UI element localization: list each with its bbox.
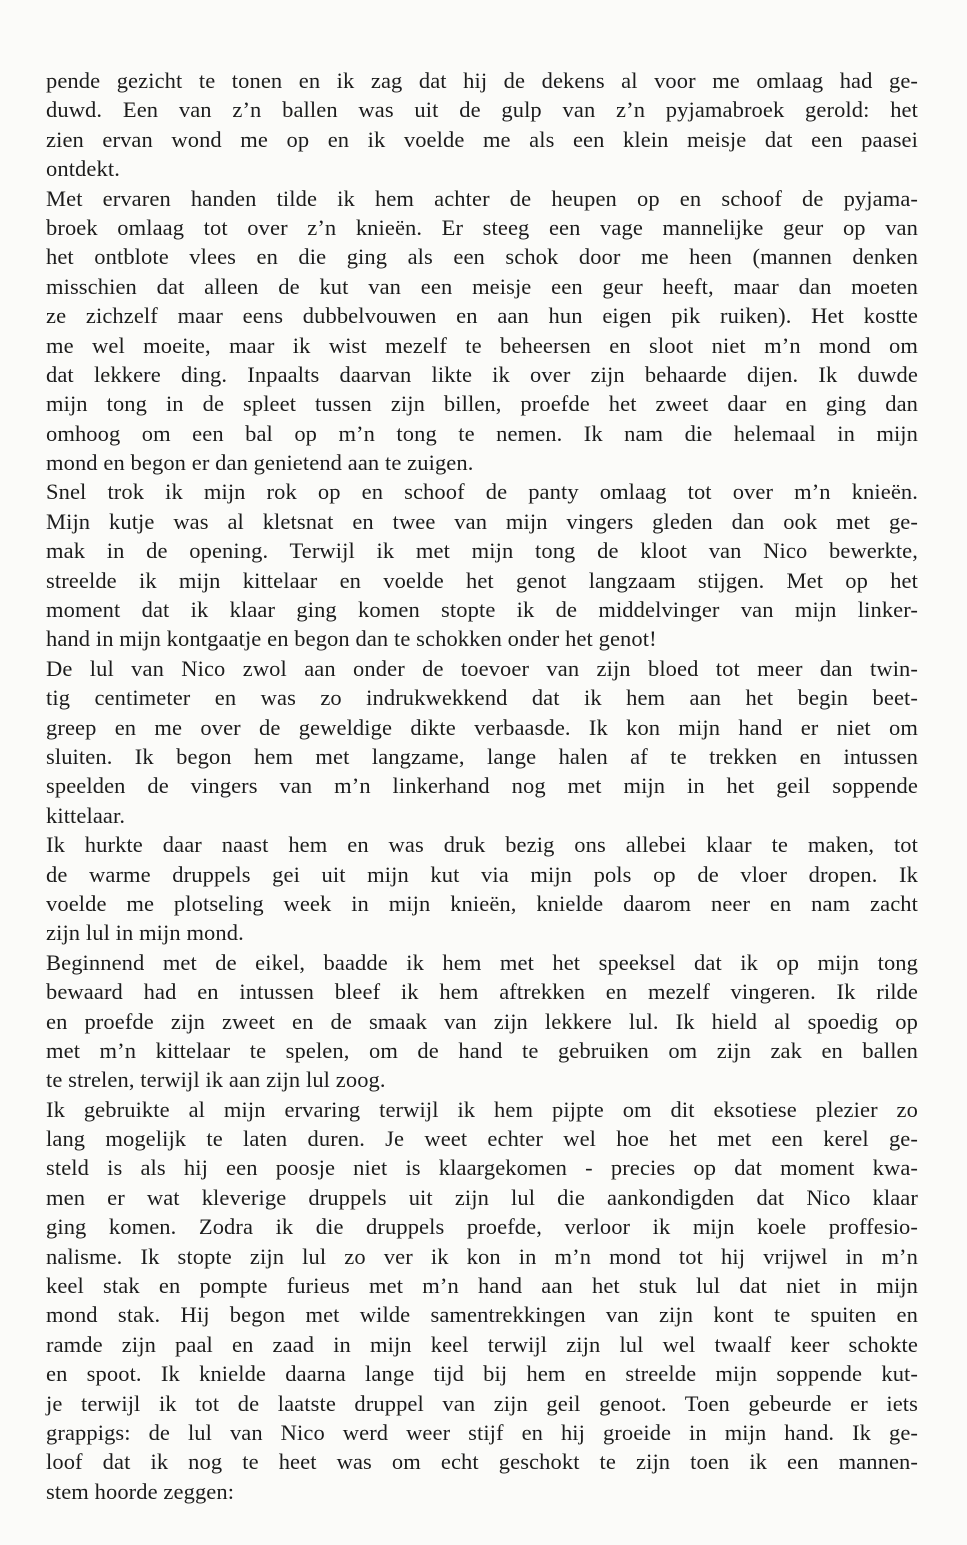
text-line: loof dat ik nog te heet was om echt geschokt te zijn toen ik een mannen- [46,1449,918,1475]
paragraph [46,654,918,830]
paragraph [46,184,918,478]
text-line: ze zichzelf maar eens dubbelvouwen en aan hun eigen pik ruiken). Het kostte [46,303,918,329]
text-line: omhoog om een bal op m’n tong te nemen. Ik nam die helemaal in mijn [46,420,918,446]
text-line: keel stak en pompte furieus met m’n hand aan het stuk lul dat niet in mijn [46,1273,918,1299]
text-line: zien ervan wond me op en ik voelde me als een klein meisje dat een paasei [46,126,918,152]
text-line: kittelaar. [46,802,126,828]
text-line: hand in mijn kontgaatje en begon dan te schokken onder het genot! [46,626,657,652]
text-line: stem hoorde zeggen: [46,1478,235,1504]
text-line: pende gezicht te tonen en ik zag dat hij de dekens al voor me omlaag had ge- [46,68,918,93]
text-line: greep en me over de geweldige dikte verbaasde. Ik kon mijn hand er niet om [46,714,918,740]
text-line: streelde ik mijn kittelaar en voelde het genot langzaam stijgen. Met op het [46,567,918,593]
text-line: met m’n kittelaar te spelen, om de hand te gebruiken om zijn zak en ballen [46,1037,918,1063]
text-line: ontdekt. [46,156,120,182]
text-line: nalisme. Ik stopte zijn lul zo ver ik kon in m’n mond tot hij vrijwel in m’n [46,1243,918,1269]
text-line: en spoot. Ik knielde daarna lange tijd bij hem en streelde mijn soppende kut- [46,1361,918,1387]
text-line: moment dat ik klaar ging komen stopte ik de middelvinger van mijn linker- [46,597,918,623]
text-line: zijn lul in mijn mond. [46,920,244,946]
text-line: ramde zijn paal en zaad in mijn keel terwijl zijn lul wel twaalf keer schokte [46,1331,918,1357]
text-line: mond stak. Hij begon met wilde samentrekkingen van zijn kont te spuiten en [46,1302,918,1328]
text-line: je terwijl ik tot de laatste druppel van zijn geil genoot. Toen gebeurde er iets [46,1390,918,1416]
document-page-text [46,66,918,1506]
text-line: sluiten. Ik begon hem met langzame, lange halen af te trekken en intussen [46,743,918,769]
text-line: Beginnend met de eikel, baadde ik hem met het speeksel dat ik op mijn tong [46,949,918,975]
paragraph [46,477,918,653]
text-line: Mijn kutje was al kletsnat en twee van mijn vingers gleden dan ook met ge- [46,508,918,534]
text-line: ging komen. Zodra ik die druppels proefde, verloor ik mijn koele proffesio- [46,1214,918,1240]
text-line: Ik gebruikte al mijn ervaring terwijl ik hem pijpte om dit eksotiese plezier zo [46,1096,918,1122]
text-line: Ik hurkte daar naast hem en was druk bezig ons allebei klaar te maken, tot [46,832,918,858]
text-line: tig centimeter en was zo indrukwekkend dat ik hem aan het begin beet- [46,685,918,711]
text-line: misschien dat alleen de kut van een meisje een geur heeft, maar dan moeten [46,273,918,299]
text-line: grappigs: de lul van Nico werd weer stijf en hij groeide in mijn hand. Ik ge- [46,1419,918,1445]
text-line: voelde me plotseling week in mijn knieën, knielde daarom neer en nam zacht [46,890,918,916]
text-line: me wel moeite, maar ik wist mezelf te beheersen en sloot niet m’n mond om [46,332,918,358]
text-line: men er wat kleverige druppels uit zijn lul die aankondigden dat Nico klaar [46,1184,918,1210]
text-line: mond en begon er dan genietend aan te zuigen. [46,450,474,476]
text-line: mak in de opening. Terwijl ik met mijn tong de kloot van Nico bewerkte, [46,538,918,564]
text-line: De lul van Nico zwol aan onder de toevoer van zijn bloed tot meer dan twin- [46,655,918,681]
text-line: steld is als hij een poosje niet is klaargekomen - precies op dat moment kwa- [46,1155,918,1181]
text-line: lang mogelijk te laten duren. Je weet echter wel hoe het met een kerel ge- [46,1126,918,1152]
paragraph [46,66,918,184]
text-line: bewaard had en intussen bleef ik hem aftrekken en mezelf vingeren. Ik rilde [46,979,918,1005]
text-line: dat lekkere ding. Inpaalts daarvan likte ik over zijn behaarde dijen. Ik duwde [46,361,918,387]
text-line: Met ervaren handen tilde ik hem achter de heupen op en schoof de pyjama- [46,185,918,211]
text-line: het ontblote vlees en die ging als een schok door me heen (mannen denken [46,244,918,270]
text-line: de warme druppels gei uit mijn kut via mijn pols op de vloer dropen. Ik [46,861,918,887]
paragraph [46,948,918,1095]
paragraph [46,830,918,948]
text-line: broek omlaag tot over z’n knieën. Er steeg een vage mannelijke geur op van [46,214,918,240]
text-line: te strelen, terwijl ik aan zijn lul zoog. [46,1067,386,1093]
text-line: en proefde zijn zweet en de smaak van zijn lekkere lul. Ik hield al spoedig op [46,1008,918,1034]
paragraph [46,1095,918,1506]
text-line: duwd. Een van z’n ballen was uit de gulp van z’n pyjamabroek gerold: het [46,97,918,123]
text-line: Snel trok ik mijn rok op en schoof de panty omlaag tot over m’n knieën. [46,479,918,505]
text-line: mijn tong in de spleet tussen zijn billen, proefde het zweet daar en ging dan [46,391,918,417]
text-line: speelden de vingers van m’n linkerhand nog met mijn in het geil soppende [46,773,918,799]
